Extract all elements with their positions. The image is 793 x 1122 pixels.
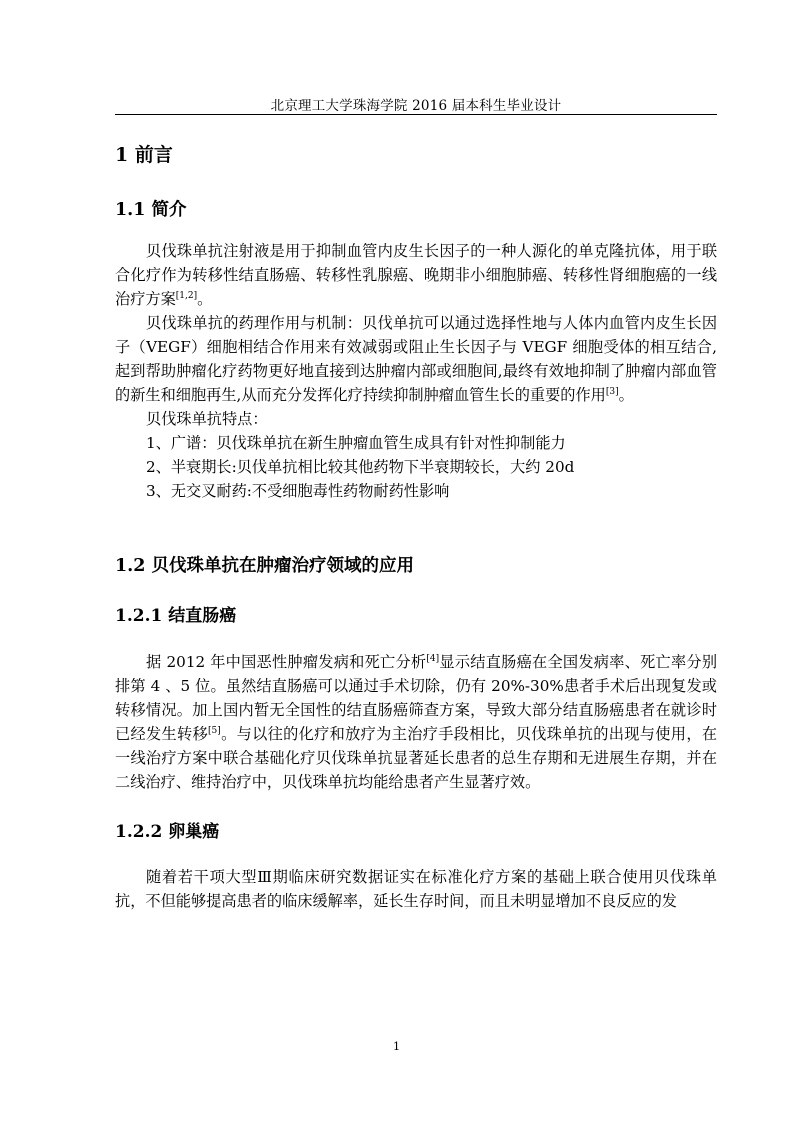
intro-paragraph-2 <box>115 311 717 407</box>
intro-paragraph-2-end: 。 <box>618 386 634 404</box>
intro-paragraph-1-text: 贝伐珠单抗注射液是用于抑制血管内皮生长因子的一种人源化的单克隆抗体，用于联合化疗作为转移性结直肠癌、转移性乳腺癌、晚期非小细胞肺癌、转移性肾细胞癌的一线治疗方案 <box>115 242 717 308</box>
page-header: 北京理工大学珠海学院 2016 届本科生毕业设计 <box>270 98 562 114</box>
section-1-2-title: 1.2 贝伐珠单抗在肿瘤治疗领域的应用 <box>115 556 415 576</box>
page-content <box>115 136 717 913</box>
header-rule <box>115 114 717 115</box>
citation-3: [3] <box>605 387 619 397</box>
colorectal-paragraph-a: 据 2012 年中国恶性肿瘤发病和死亡分析 <box>146 653 427 671</box>
section-1-2-1-title: 1.2.1 结直肠癌 <box>115 606 237 626</box>
section-1-1-title: 1.1 简介 <box>115 200 187 220</box>
features-title: 贝伐珠单抗特点： <box>146 410 268 428</box>
colorectal-paragraph-b: 显示结直肠癌在全国发病率、死亡率分别排第 4 、5 位。虽然结直肠癌可以通过手术切除，仍有 20%-30%患者手术后出现复发或转移情况。加上国内暂无全国性的结直肠癌筛查方案，导致大部分结直肠癌患者在就诊时已经发生转移 <box>115 653 717 743</box>
colorectal-paragraph <box>115 650 717 794</box>
intro-paragraph-1 <box>115 239 717 311</box>
citation-5: [5] <box>208 726 221 736</box>
section-1-2-2-title: 1.2.2 卵巢癌 <box>115 822 220 842</box>
feature-item-1: 1、广谱：贝伐珠单抗在新生肿瘤血管生成具有针对性抑制能力 <box>146 434 566 452</box>
colorectal-paragraph-c: 。与以往的化疗和放疗为主治疗手段相比，贝伐珠单抗的出现与使用，在一线治疗方案中联合基础化疗贝伐珠单抗显著延长患者的总生存期和无进展生存期，并在二线治疗、维持治疗中，贝伐珠单抗均能给患者产生显著疗效。 <box>115 725 718 791</box>
citation-4: [4] <box>426 654 440 664</box>
intro-paragraph-1-end: 。 <box>197 290 213 308</box>
feature-item-3: 3、无交叉耐药:不受细胞毒性药物耐药性影响 <box>146 482 450 500</box>
intro-paragraph-2-text: 贝伐珠单抗的药理作用与机制：贝伐单抗可以通过选择性地与人体内血管内皮生长因子（VEGF）细胞相结合作用来有效减弱或阻止生长因子与 VEGF 细胞受体的相互结合,起到帮助肿瘤化疗药物更好地直接到达肿瘤内部或细胞间,最终有效地抑制了肿瘤内部血管的新生和细胞再生,从而充分发挥化疗持续抑制肿瘤血管生长的重要的作用 <box>115 314 717 404</box>
page-number: 1 <box>392 1039 401 1053</box>
ovarian-paragraph: 随着若干项大型Ⅲ期临床研究数据证实在标准化疗方案的基础上联合使用贝伐珠单抗，不但能够提高患者的临床缓解率，延长生存时间，而且未明显增加不良反应的发 <box>115 868 717 910</box>
citation-1-2: [1,2] <box>175 291 198 301</box>
feature-item-2: 2、半衰期长:贝伐单抗相比较其他药物下半衰期较长，大约 20d <box>146 458 575 476</box>
section-1-title: 1 前言 <box>115 144 173 166</box>
